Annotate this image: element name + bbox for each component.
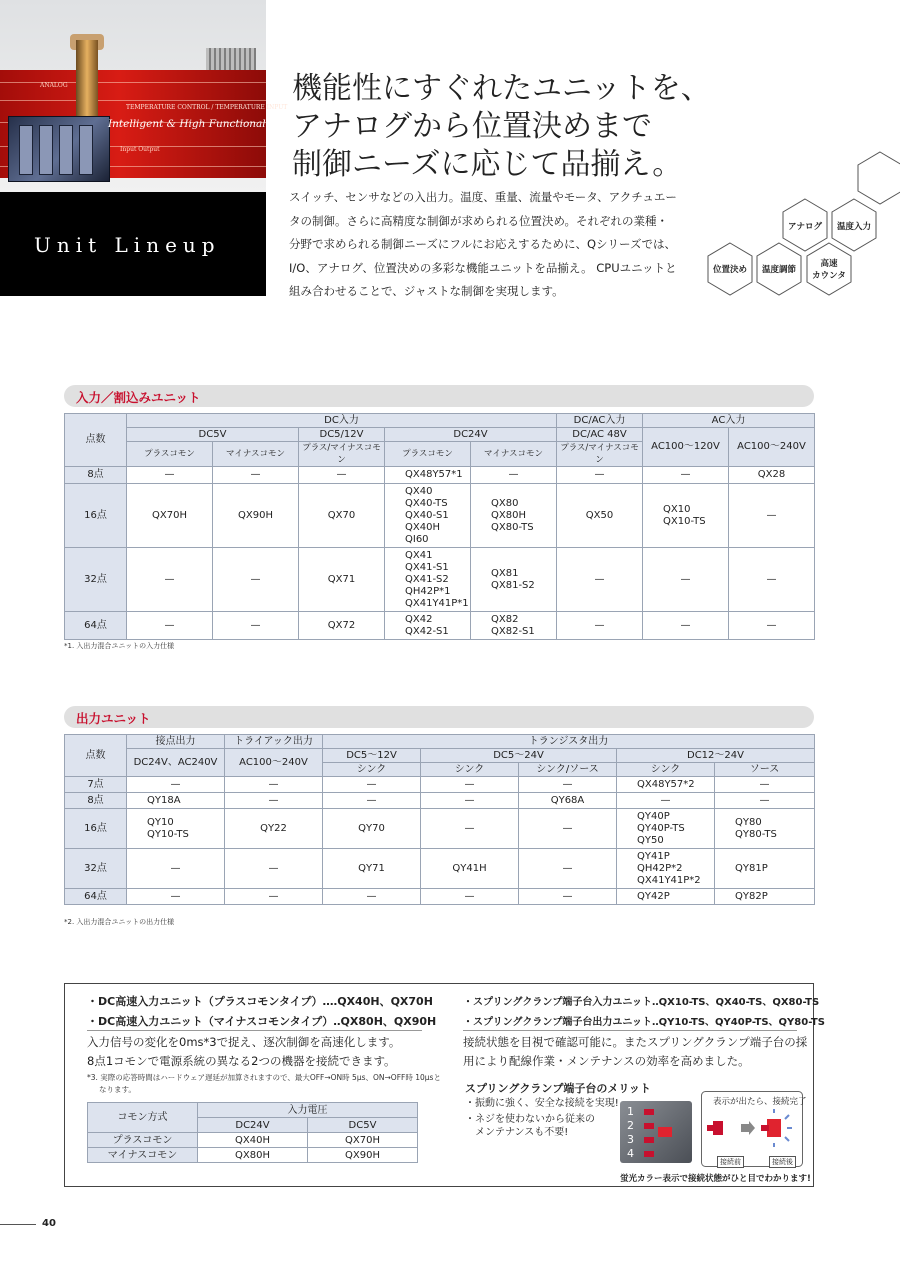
cell: QX80H: [198, 1148, 308, 1163]
page-number: 40: [42, 1218, 56, 1229]
cell-line: QX10: [663, 503, 691, 515]
cell: [471, 484, 557, 548]
cell: —: [519, 809, 617, 849]
cell-line: QX82-S1: [491, 625, 535, 637]
cell: —: [213, 612, 299, 640]
merit-item: メンテナンスも不要!: [475, 1127, 569, 1138]
spring-title: ・スプリングクランプ端子台出力ユニット‥QY10-TS、QY40P-TS、QY80-TS: [463, 1017, 825, 1028]
hexagon-counter: [807, 243, 851, 295]
cell: —: [643, 612, 729, 640]
spring-text: 接続状態を目視で確認可能に。またスプリングクランプ端子台の採: [463, 1035, 808, 1049]
output-header-contact-v: DC24V、AC240V: [127, 749, 225, 777]
cell-line: QX40: [405, 485, 433, 497]
cell: [385, 612, 471, 640]
table-row: [65, 548, 815, 612]
cell: QX48Y57*1: [385, 467, 471, 484]
highspeed-title: ・DC高速入力ユニット（プラスコモンタイプ）‥‥QX40H、QX70H: [87, 995, 433, 1008]
cell-line: QX41Y41P*1: [405, 597, 469, 609]
cell: —: [225, 889, 323, 905]
cell: —: [557, 612, 643, 640]
after-label: 接続後: [769, 1156, 796, 1168]
terminal-number: 3: [627, 1133, 634, 1146]
highspeed-title: ・DC高速入力ユニット（マイナスコモンタイプ）‥QX80H、QX90H: [87, 1015, 437, 1028]
cell-line: QX80-TS: [491, 521, 534, 533]
input-header-dc512v: DC5/12V: [299, 428, 385, 442]
cell-line: QX41-S2: [405, 573, 449, 585]
cell-line: QX80H: [491, 509, 526, 521]
cell: —: [299, 467, 385, 484]
cell-line: QY50: [637, 834, 664, 846]
input-section-header: [64, 385, 814, 407]
cell: —: [519, 849, 617, 889]
cell-line: QX41-S1: [405, 561, 449, 573]
output-header-contact: 接点出力: [127, 735, 225, 749]
output-header-source: ソース: [715, 763, 815, 777]
input-header-ac: AC入力: [643, 414, 815, 428]
output-header-dc524: DC5～24V: [421, 749, 617, 763]
cell: —: [729, 548, 815, 612]
cell: QY70: [323, 809, 421, 849]
cell-line: QX40-TS: [405, 497, 448, 509]
cell-line: QY41P: [637, 850, 670, 862]
cell-line: QX81: [491, 567, 519, 579]
output-header-points: 点数: [65, 735, 127, 777]
output-header-transistor: トランジスタ出力: [323, 735, 815, 749]
hex-label-counter: 高速: [820, 259, 838, 269]
terminal-number: 2: [627, 1119, 634, 1132]
hex-label-analog: アナログ: [787, 222, 823, 232]
hexagon-empty-top: [858, 152, 900, 204]
header-dc24: DC24V: [198, 1118, 308, 1133]
row-points: 16点: [65, 809, 127, 849]
cell: —: [213, 467, 299, 484]
cell: —: [421, 777, 519, 793]
cell: —: [127, 612, 213, 640]
output-footnote: *2. 入出力混合ユニットの出力仕様: [64, 918, 175, 926]
cell: QY41H: [421, 849, 519, 889]
output-header-sink: シンク: [421, 763, 519, 777]
cell: —: [127, 467, 213, 484]
output-header-dc512: DC5～12V: [323, 749, 421, 763]
cell: —: [471, 467, 557, 484]
cell: QY22: [225, 809, 323, 849]
cell: QY71: [323, 849, 421, 889]
spring-caption: 蛍光カラー表示で接続状態がひと目でわかります!: [620, 1174, 811, 1184]
input-footnote: *1. 入出力混合ユニットの入力仕様: [64, 642, 175, 650]
input-header-ac120: AC100～120V: [643, 428, 729, 467]
section-title: Unit Lineup: [34, 233, 221, 257]
cell: [643, 484, 729, 548]
spring-text: 用により配線作業・メンテナンスの効率を高めました。: [463, 1054, 750, 1068]
intro-line: タの制御。さらに高精度な制御が求められる位置決め。それぞれの業種・: [289, 213, 669, 228]
merit-title: スプリングクランプ端子台のメリット: [465, 1082, 651, 1095]
row-points: 64点: [65, 889, 127, 905]
highspeed-note: *3. 実際の応答時間はハードウェア遅延が加算されますので、最大OFF→ON時 5μs、ON→OFF時 10μsと: [87, 1073, 441, 1082]
cell: QY68A: [519, 793, 617, 809]
cell: [385, 548, 471, 612]
row-points: 32点: [65, 849, 127, 889]
cell: —: [643, 467, 729, 484]
terminal-number: 4: [627, 1147, 634, 1160]
row-points: 32点: [65, 548, 127, 612]
cell: —: [323, 777, 421, 793]
table-row: [65, 849, 815, 889]
headline-line: アナログから位置決めまで: [292, 109, 652, 144]
highspeed-text: 8点1コモンで電源系統の異なる2つの機器を接続できます。: [87, 1054, 396, 1068]
cell-line: QH42P*1: [405, 585, 451, 597]
cell-line: QY10-TS: [147, 828, 189, 840]
cell-line: QX81-S2: [491, 579, 535, 591]
hero-small-text: ANALOG: [40, 82, 68, 89]
cell: QX48Y57*2: [617, 777, 715, 793]
cell-line: QX40H: [405, 521, 440, 533]
cell-line: QH42P*2: [637, 862, 683, 874]
cell: —: [323, 793, 421, 809]
cell: QX50: [557, 484, 643, 548]
cell: —: [715, 793, 815, 809]
cell: —: [225, 849, 323, 889]
table-row: [88, 1133, 418, 1148]
hero-small-text: Input Output: [120, 146, 160, 153]
hero-tagline: Intelligent & High Functionality: [108, 118, 280, 130]
headline-line: 制御ニーズに応じて品揃え。: [292, 147, 683, 182]
cell-line: QX41: [405, 549, 433, 561]
table-row: [65, 612, 815, 640]
row-points: 8点: [65, 467, 127, 484]
output-header-sink: シンク: [617, 763, 715, 777]
cell: [715, 809, 815, 849]
after-tab-icon: [767, 1119, 781, 1137]
input-header-points: 点数: [65, 414, 127, 467]
cell: —: [729, 484, 815, 548]
cell: —: [519, 889, 617, 905]
row-points: 64点: [65, 612, 127, 640]
input-header-minus: マイナスコモン: [471, 442, 557, 467]
hero-small-text: TEMPERATURE CONTROL / TEMPERATURE INPUT: [126, 104, 288, 111]
indicator-icon: [658, 1127, 672, 1137]
hex-label-temp-input: 温度入力: [836, 222, 872, 232]
input-header-dc: DC入力: [127, 414, 557, 428]
row-label: プラスコモン: [88, 1133, 198, 1148]
intro-line: I/O、アナログ、位置決めの多彩な機能ユニットを品揃え。 CPUユニットと: [289, 260, 677, 275]
input-header-dcac48v: DC/AC 48V: [557, 428, 643, 442]
cell: QX40H: [198, 1133, 308, 1148]
cell: —: [557, 548, 643, 612]
output-header-triac: トライアック出力: [225, 735, 323, 749]
table-row: [65, 777, 815, 793]
row-points: 16点: [65, 484, 127, 548]
cell: QX70H: [308, 1133, 418, 1148]
cell: QX72: [299, 612, 385, 640]
input-header-dc24v: DC24V: [385, 428, 557, 442]
table-row: [65, 484, 815, 548]
cell: [471, 612, 557, 640]
cell: —: [421, 889, 519, 905]
table-row: [65, 467, 815, 484]
cell: QY81P: [715, 849, 815, 889]
cell: QY82P: [715, 889, 815, 905]
highspeed-text: 入力信号の変化を0ms*3で捉え、逐次制御を高速化します。: [87, 1035, 401, 1049]
cell: —: [213, 548, 299, 612]
intro-line: スイッチ、センサなどの入出力。温度、重量、流量やモータ、アクチュエー: [289, 190, 677, 204]
row-label: マイナスコモン: [88, 1148, 198, 1163]
output-header-sinksource: シンク/ソース: [519, 763, 617, 777]
cell-line: QX40-S1: [405, 509, 449, 521]
input-section-title: 入力／割込みユニット: [76, 390, 201, 405]
cell: [127, 809, 225, 849]
table-row: [65, 809, 815, 849]
cell: QX70: [299, 484, 385, 548]
output-header-sink: シンク: [323, 763, 421, 777]
input-header-plusminus: プラス/マイナスコモン: [557, 442, 643, 467]
headline-line: 機能性にすぐれたユニットを、: [292, 71, 711, 106]
terminal-block-illustration: [620, 1101, 692, 1163]
input-header-minus: マイナスコモン: [213, 442, 299, 467]
cell-line: QX82: [491, 613, 519, 625]
input-header-plusminus: プラス/マイナスコモン: [299, 442, 385, 467]
hex-label-positioning: 位置決め: [712, 265, 748, 275]
header-voltage: 入力電圧: [198, 1103, 418, 1118]
cell-line: QY80-TS: [735, 828, 777, 840]
cell: —: [715, 777, 815, 793]
cell: [617, 809, 715, 849]
output-section-header: [64, 706, 814, 728]
output-header-triac-v: AC100～240V: [225, 749, 323, 777]
cell: —: [421, 809, 519, 849]
feature-box: [64, 983, 825, 1187]
cell-line: QY10: [147, 816, 174, 828]
input-header-dc5v: DC5V: [127, 428, 299, 442]
cell: —: [127, 777, 225, 793]
row-points: 8点: [65, 793, 127, 809]
cell: —: [643, 548, 729, 612]
cell: —: [127, 548, 213, 612]
terminal-number: 1: [627, 1105, 634, 1118]
cell: —: [225, 793, 323, 809]
merit-item: ・振動に強く、安全な接続を実現!: [465, 1098, 619, 1109]
input-unit-table: [64, 413, 815, 640]
cell: —: [127, 889, 225, 905]
input-header-plus: プラスコモン: [385, 442, 471, 467]
cell: —: [323, 889, 421, 905]
cell: —: [225, 777, 323, 793]
cell-line: QY40P-TS: [637, 822, 685, 834]
cell-line: QX80: [491, 497, 519, 509]
input-header-plus: プラスコモン: [127, 442, 213, 467]
cell: QY42P: [617, 889, 715, 905]
intro-line: 分野で求められる制御ニーズにフルにお応えするために、Qシリーズでは、: [289, 237, 676, 251]
common-type-table: [87, 1102, 418, 1163]
cell: QY18A: [127, 793, 225, 809]
cell: QX90H: [308, 1148, 418, 1163]
hexagon-diagram: [0, 0, 900, 300]
hex-label-temp-control: 温度調節: [761, 265, 797, 275]
hex-label-counter: カウンタ: [812, 271, 846, 281]
cell-line: QI60: [405, 533, 429, 545]
cell: QX70H: [127, 484, 213, 548]
merit-item: ・ネジを使わないから従来の: [465, 1114, 595, 1125]
callout-title: 表示が出たら、接続完了: [713, 1097, 807, 1107]
cell: [617, 849, 715, 889]
cell: QX90H: [213, 484, 299, 548]
cell: [471, 548, 557, 612]
header-common: コモン方式: [88, 1103, 198, 1133]
header-dc5: DC5V: [308, 1118, 418, 1133]
table-row: [65, 889, 815, 905]
row-points: 7点: [65, 777, 127, 793]
cell: QX28: [729, 467, 815, 484]
output-unit-table: [64, 734, 815, 905]
cell-line: QY40P: [637, 810, 670, 822]
input-header-dcac: DC/AC入力: [557, 414, 643, 428]
cell: —: [617, 793, 715, 809]
cell-line: QX41Y41P*2: [637, 874, 701, 886]
cell-line: QY80: [735, 816, 762, 828]
cell: QX71: [299, 548, 385, 612]
output-section-title: 出力ユニット: [76, 711, 151, 726]
cell: —: [421, 793, 519, 809]
cell: [385, 484, 471, 548]
spring-title: ・スプリングクランプ端子台入力ユニット‥QX10-TS、QX40-TS、QX80-TS: [463, 997, 820, 1008]
cell: —: [557, 467, 643, 484]
cell-line: QX42: [405, 613, 433, 625]
input-header-ac240: AC100～240V: [729, 428, 815, 467]
output-header-dc1224: DC12～24V: [617, 749, 815, 763]
cell: —: [127, 849, 225, 889]
cell: —: [729, 612, 815, 640]
table-row: [88, 1148, 418, 1163]
cell: —: [519, 777, 617, 793]
cell-line: QX42-S1: [405, 625, 449, 637]
cell-line: QX10-TS: [663, 515, 706, 527]
table-row: [65, 793, 815, 809]
footer-rule: [0, 1224, 36, 1225]
highspeed-note: なります。: [99, 1085, 136, 1094]
intro-line: 組み合わせることで、ジャストな制御を実現します。: [289, 284, 564, 298]
before-label: 接続前: [717, 1156, 744, 1168]
